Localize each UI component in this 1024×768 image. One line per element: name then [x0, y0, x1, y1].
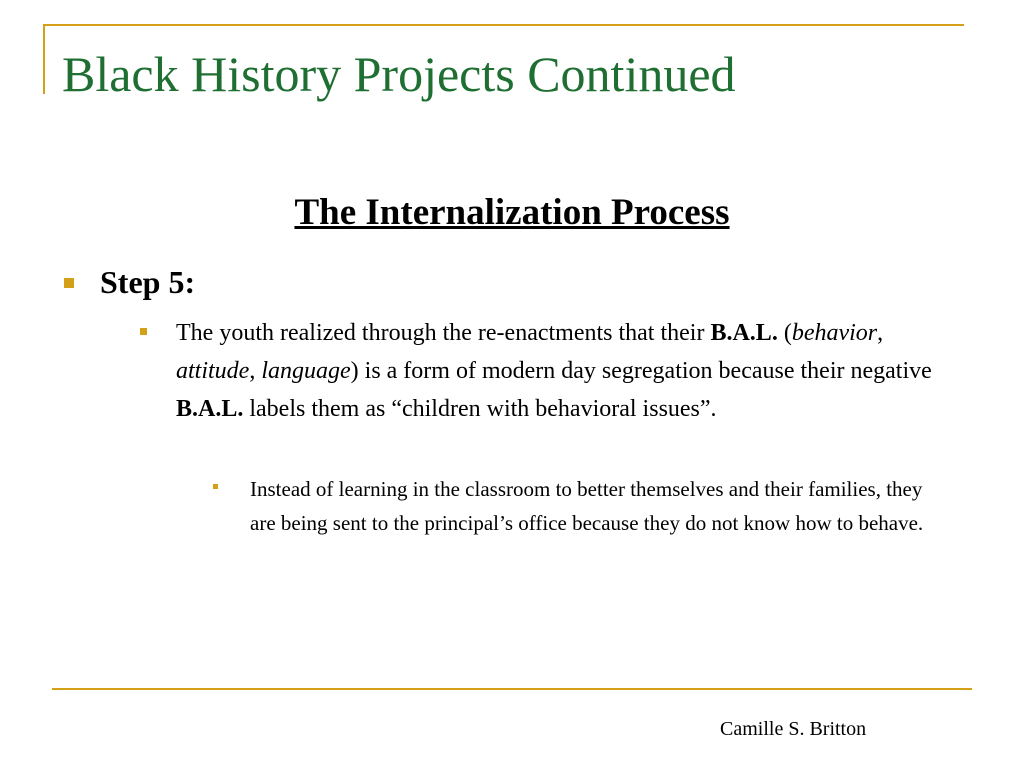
author-footer: Camille S. Britton: [720, 718, 867, 740]
attitude-term: attitude: [176, 358, 250, 384]
slide-subtitle: The Internalization Process: [294, 192, 730, 233]
square-bullet-icon: [213, 484, 218, 489]
step-label: Step 5:: [100, 264, 196, 300]
bal-term: B.A.L.: [710, 320, 778, 346]
step-description: The youth realized through the re-enactments that their B.A.L. (behavior, attitude, language) is a form of modern day segregation because their negative B.A.L. labels them as “children with behavioral issues”.: [176, 320, 932, 422]
top-border-line: [43, 24, 964, 26]
behavior-term: behavior: [791, 320, 878, 346]
bal-term: B.A.L.: [176, 396, 244, 422]
left-border-line: [43, 24, 45, 94]
bottom-border-line: [52, 688, 972, 690]
square-bullet-icon: [64, 278, 74, 288]
slide-title: Black History Projects Continued: [62, 46, 736, 102]
language-term: language: [261, 358, 351, 384]
square-bullet-icon: [140, 328, 147, 335]
sub-point-text: Instead of learning in the classroom to better themselves and their families, they are being sent to the principal’s office because they do not know how to behave.: [250, 477, 924, 535]
